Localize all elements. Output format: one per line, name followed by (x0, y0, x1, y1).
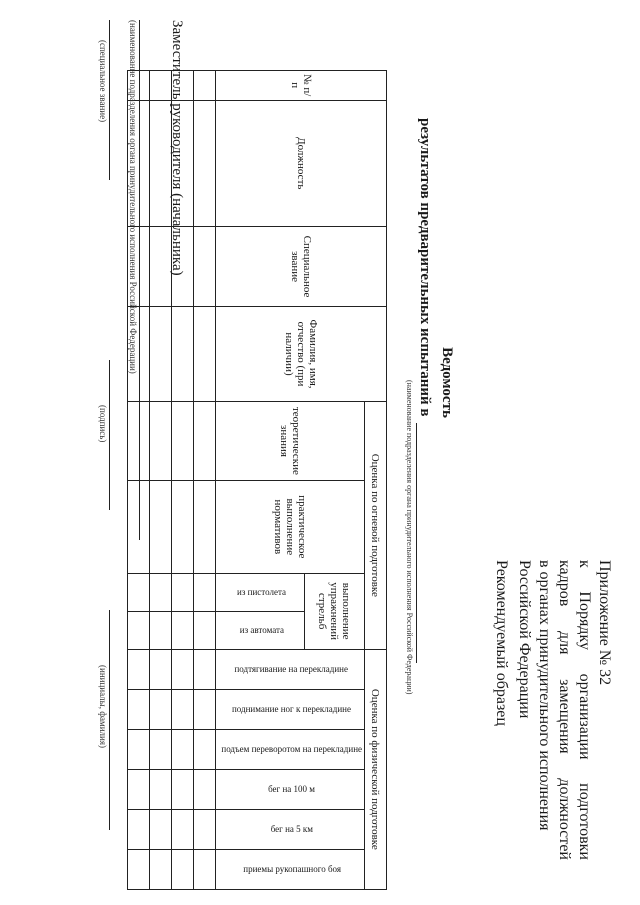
table-cell[interactable] (194, 226, 216, 306)
table-cell[interactable] (172, 849, 194, 889)
table-cell[interactable] (172, 573, 194, 611)
header-label: бег на 5 км (270, 824, 313, 835)
table-cell[interactable] (194, 849, 216, 889)
table-cell[interactable] (150, 573, 172, 611)
table-cell[interactable] (194, 480, 216, 573)
table-cell[interactable] (194, 809, 216, 849)
sign-caption: (подпись) (98, 405, 108, 443)
name-caption: (инициалы, фамилия) (98, 665, 108, 748)
col-rank-header (216, 226, 387, 306)
table-cell[interactable] (172, 689, 194, 729)
fire-practice-header (216, 480, 365, 573)
header-label: бег на 100 м (268, 784, 316, 795)
name-line[interactable] (109, 610, 124, 830)
table-cell[interactable] (128, 649, 150, 689)
table-cell[interactable] (194, 729, 216, 769)
header-label: приемы рукопашного боя (242, 864, 341, 875)
phys-pullups-header (216, 649, 365, 689)
header-label: подтягивание на перекладине (234, 664, 349, 675)
table-cell[interactable] (172, 729, 194, 769)
table-cell[interactable] (150, 769, 172, 809)
word: для (556, 630, 573, 655)
appendix-line-4: Российской Федерации (516, 560, 533, 719)
title-caption: (наименование подразделения органа принудительного исполнения Российской Федерации) (405, 380, 414, 695)
col-name-header (216, 307, 387, 402)
sign-line[interactable] (109, 360, 124, 510)
table-cell[interactable] (172, 809, 194, 849)
table-cell[interactable] (128, 689, 150, 729)
unit-fill-line[interactable] (416, 423, 431, 663)
phys-100m-header (216, 769, 365, 809)
word: замещения (556, 679, 573, 754)
table-cell[interactable] (172, 401, 194, 480)
results-table (127, 70, 387, 890)
phys-flip-header (216, 729, 365, 769)
signature-title: Заместитель руководителя (начальника) (169, 20, 185, 276)
fire-shooting-header (304, 573, 364, 649)
header-label: подъем переворотом на перекладине (221, 744, 362, 755)
table-cell[interactable] (172, 480, 194, 573)
table-cell[interactable] (128, 849, 150, 889)
table-cell[interactable] (150, 611, 172, 649)
table-cell[interactable] (128, 729, 150, 769)
table-cell[interactable] (194, 611, 216, 649)
unit-signature-line[interactable] (139, 20, 154, 540)
table-cell[interactable] (194, 769, 216, 809)
table-cell[interactable] (172, 769, 194, 809)
header-label: теоретические знания (278, 406, 303, 475)
header-label: из автомата (239, 625, 284, 636)
appendix-line-3: в органах принудительного исполнения (536, 560, 553, 831)
table-cell[interactable] (194, 689, 216, 729)
table-cell[interactable] (128, 809, 150, 849)
table-cell[interactable] (150, 649, 172, 689)
rank-caption: (специальное звание) (98, 40, 108, 123)
table-cell[interactable] (172, 307, 194, 402)
table-cell[interactable] (194, 307, 216, 402)
table-cell[interactable] (194, 573, 216, 611)
header-label: Оценка по физической подготовке (369, 688, 382, 850)
table-header-row-1 (365, 71, 387, 890)
document-title: Ведомость (439, 347, 455, 418)
word: кадров (556, 560, 573, 607)
table-cell[interactable] (194, 71, 216, 101)
header-label: поднимание ног к перекладине (232, 704, 352, 715)
header-label: практическое выполнение нормативов (272, 495, 309, 559)
header-label: из пистолета (237, 587, 287, 598)
header-label: Должность (295, 137, 308, 190)
table-cell[interactable] (172, 649, 194, 689)
table-cell[interactable] (128, 769, 150, 809)
table-cell[interactable] (194, 649, 216, 689)
col-position-header (216, 100, 387, 226)
table-cell[interactable] (172, 611, 194, 649)
title-line-2 (416, 118, 434, 663)
header-label: выполнение упражнений стрельб (316, 582, 353, 641)
word: должностей (556, 778, 573, 860)
phys-group-header (365, 649, 387, 889)
header-label: Фамилия, имя, отчество (при наличии) (283, 319, 320, 389)
rank-line[interactable] (109, 20, 124, 180)
table-cell[interactable] (194, 100, 216, 226)
phys-5km-header (216, 809, 365, 849)
table-cell[interactable] (150, 809, 172, 849)
header-label: № п/п (289, 74, 314, 97)
table-cell[interactable] (150, 849, 172, 889)
phys-combat-header (216, 849, 365, 889)
unit-signature-caption: (наименование подразделения органа принудительного исполнения Российской Федерации) (128, 20, 138, 374)
table-cell[interactable] (150, 729, 172, 769)
fire-theory-header (216, 401, 365, 480)
col-number-header (216, 71, 387, 101)
word: подготовки (576, 783, 593, 860)
table-cell[interactable] (150, 689, 172, 729)
appendix-number: Приложение № 32 (596, 560, 613, 686)
fire-rifle-header (216, 611, 304, 649)
header-label: Специальное звание (289, 235, 314, 298)
table-cell[interactable] (128, 611, 150, 649)
word: Порядку (576, 591, 593, 650)
header-label: Оценка по огневой подготовке (369, 453, 382, 597)
appendix-block (514, 560, 614, 860)
table-cell[interactable] (194, 401, 216, 480)
appendix-line-1 (574, 560, 594, 860)
word: организации (576, 673, 593, 760)
table-row (194, 71, 216, 890)
fire-pistol-header (216, 573, 304, 611)
phys-lift-header (216, 689, 365, 729)
word: к (576, 560, 593, 568)
title-subline: результатов предварительных испытаний в (417, 118, 433, 417)
recommended-sample: Рекомендуемый образец (493, 560, 510, 726)
fire-group-header (365, 401, 387, 649)
appendix-line-2 (554, 560, 574, 860)
table-cell[interactable] (128, 573, 150, 611)
